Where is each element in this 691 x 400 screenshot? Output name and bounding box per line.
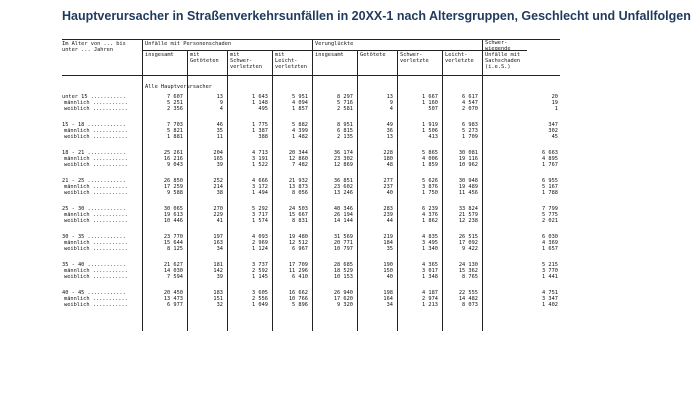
col-rule — [227, 50, 228, 331]
table-cell: 38 — [216, 190, 223, 196]
row-sex-label: männlich ........... — [64, 268, 128, 274]
col-header: Schwer- verletzte — [400, 52, 429, 64]
group-rule — [142, 50, 527, 51]
table-cell: 20 450 — [163, 290, 183, 296]
table-cell: 7 594 — [167, 274, 183, 280]
table-cell: 26 194 — [333, 212, 353, 218]
table-cell: 19 — [551, 100, 558, 106]
table-cell: 4 751 — [542, 290, 558, 296]
table-cell: 36 — [386, 128, 393, 134]
table-cell: 302 — [548, 128, 558, 134]
row-sex-label: männlich ........... — [64, 240, 128, 246]
table-cell: 8 951 — [337, 122, 353, 128]
table-cell: 184 — [383, 240, 393, 246]
table-cell: 1 574 — [252, 218, 268, 224]
table-cell: 23 602 — [333, 184, 353, 190]
table-cell: 214 — [213, 184, 223, 190]
col-rule — [482, 39, 483, 331]
table-cell: 4 365 — [422, 262, 438, 268]
table-cell: 1 441 — [542, 274, 558, 280]
table-cell: 1 387 — [252, 128, 268, 134]
table-cell: 3 172 — [252, 184, 268, 190]
table-cell: 2 356 — [167, 106, 183, 112]
table-cell: 14 030 — [163, 268, 183, 274]
col-rule — [397, 50, 398, 331]
table-cell: 413 — [428, 134, 438, 140]
table-cell: 239 — [383, 212, 393, 218]
row-age-label: 25 - 30 ............ — [62, 206, 126, 212]
table-cell: 1 340 — [422, 246, 438, 252]
table-cell: 5 273 — [462, 128, 478, 134]
table-cell: 8 831 — [292, 218, 308, 224]
row-sex-label: männlich ........... — [64, 296, 128, 302]
table-cell: 31 569 — [333, 234, 353, 240]
table-cell: 17 092 — [458, 240, 478, 246]
header-bottom-rule — [62, 75, 560, 76]
row-sex-label: weiblich ........... — [64, 134, 128, 140]
table-cell: 1 148 — [252, 100, 268, 106]
table-cell: 5 251 — [167, 100, 183, 106]
table-cell: 1 775 — [252, 122, 268, 128]
row-sex-label: weiblich ........... — [64, 162, 128, 168]
table-cell: 7 607 — [167, 94, 183, 100]
col-rule — [187, 50, 188, 331]
table-cell: 3 017 — [422, 268, 438, 274]
table-cell: 150 — [383, 268, 393, 274]
table-cell: 18 529 — [333, 268, 353, 274]
table-cell: 15 667 — [288, 212, 308, 218]
table-cell: 36 174 — [333, 150, 353, 156]
table-cell: 4 369 — [542, 240, 558, 246]
table-cell: 2 070 — [462, 106, 478, 112]
table-cell: 15 644 — [163, 240, 183, 246]
table-cell: 19 489 — [458, 184, 478, 190]
table-cell: 164 — [383, 296, 393, 302]
table-cell: 1 919 — [422, 122, 438, 128]
row-sex-label: weiblich ........... — [64, 302, 128, 308]
table-cell: 6 815 — [337, 128, 353, 134]
header-sachschaden: Schwer- wiegende Unfälle mit Sachschaden (i.e.S.) — [485, 40, 521, 70]
table-cell: 5 626 — [422, 178, 438, 184]
table-cell: 12 860 — [288, 156, 308, 162]
table-cell: 21 932 — [288, 178, 308, 184]
table-cell: 13 — [386, 134, 393, 140]
col-rule — [357, 50, 358, 331]
table-cell: 3 605 — [252, 290, 268, 296]
table-cell: 2 556 — [252, 296, 268, 302]
table-cell: 1 657 — [542, 246, 558, 252]
table-cell: 12 869 — [333, 162, 353, 168]
table-cell: 41 — [216, 218, 223, 224]
table-cell: 9 588 — [167, 190, 183, 196]
table-cell: 7 482 — [292, 162, 308, 168]
table-cell: 4 094 — [292, 100, 308, 106]
table-cell: 16 662 — [288, 290, 308, 296]
table-cell: 6 983 — [462, 122, 478, 128]
table-cell: 13 473 — [163, 296, 183, 302]
table-cell: 277 — [383, 178, 393, 184]
table-cell: 1 506 — [422, 128, 438, 134]
table-cell: 1 522 — [252, 162, 268, 168]
row-age-label: 15 - 18 ............ — [62, 122, 126, 128]
table-cell: 219 — [383, 234, 393, 240]
table-cell: 4 187 — [422, 290, 438, 296]
table-cell: 3 347 — [542, 296, 558, 302]
col-rule — [442, 50, 443, 331]
table-cell: 9 043 — [167, 162, 183, 168]
table-cell: 16 216 — [163, 156, 183, 162]
table-cell: 1 643 — [252, 94, 268, 100]
table-cell: 10 797 — [333, 246, 353, 252]
row-age-label: 35 - 40 ............ — [62, 262, 126, 268]
table-cell: 40 — [386, 190, 393, 196]
row-age-label: 18 - 21 ............ — [62, 150, 126, 156]
col-header: Getötete — [360, 52, 386, 58]
table-cell: 1 859 — [422, 162, 438, 168]
data-table — [62, 39, 560, 331]
table-cell: 11 — [216, 134, 223, 140]
table-cell: 30 081 — [458, 150, 478, 156]
table-cell: 39 — [216, 274, 223, 280]
table-cell: 30 948 — [458, 178, 478, 184]
table-cell: 3 717 — [252, 212, 268, 218]
table-cell: 197 — [213, 234, 223, 240]
row-sex-label: weiblich ........... — [64, 190, 128, 196]
table-cell: 7 703 — [167, 122, 183, 128]
table-cell: 9 422 — [462, 246, 478, 252]
table-cell: 1 124 — [252, 246, 268, 252]
table-cell: 347 — [548, 122, 558, 128]
table-cell: 5 882 — [292, 122, 308, 128]
table-cell: 3 495 — [422, 240, 438, 246]
table-cell: 1 862 — [422, 218, 438, 224]
col-rule — [312, 39, 313, 331]
table-cell: 1 709 — [462, 134, 478, 140]
table-cell: 6 967 — [292, 246, 308, 252]
table-cell: 190 — [383, 262, 393, 268]
table-cell: 8 125 — [167, 246, 183, 252]
table-cell: 7 799 — [542, 206, 558, 212]
col-header: insgesamt — [145, 52, 174, 58]
table-cell: 13 246 — [333, 190, 353, 196]
table-cell: 6 663 — [542, 150, 558, 156]
table-cell: 45 — [551, 134, 558, 140]
table-cell: 49 — [386, 122, 393, 128]
table-cell: 14 482 — [458, 296, 478, 302]
table-cell: 10 153 — [333, 274, 353, 280]
table-cell: 229 — [213, 212, 223, 218]
table-cell: 1 402 — [542, 302, 558, 308]
table-cell: 19 480 — [288, 234, 308, 240]
table-cell: 24 503 — [288, 206, 308, 212]
table-cell: 1 348 — [422, 274, 438, 280]
row-age-label: unter 15 ........... — [62, 94, 126, 100]
table-cell: 22 555 — [458, 290, 478, 296]
row-sex-label: männlich ........... — [64, 128, 128, 134]
table-cell: 1 857 — [292, 106, 308, 112]
table-cell: 204 — [213, 150, 223, 156]
table-cell: 25 261 — [163, 150, 183, 156]
table-cell: 23 302 — [333, 156, 353, 162]
row-age-label: 21 - 25 ............ — [62, 178, 126, 184]
table-cell: 4 — [219, 106, 223, 112]
table-cell: 6 617 — [462, 94, 478, 100]
table-cell: 3 191 — [252, 156, 268, 162]
table-cell: 32 — [216, 302, 223, 308]
table-cell: 1 — [554, 106, 558, 112]
row-sex-label: weiblich ........... — [64, 106, 128, 112]
table-cell: 4 666 — [252, 178, 268, 184]
table-cell: 20 — [551, 94, 558, 100]
table-cell: 4 376 — [422, 212, 438, 218]
table-cell: 23 770 — [163, 234, 183, 240]
col-header: mit Leicht- verletzten — [275, 52, 307, 70]
table-cell: 270 — [213, 206, 223, 212]
table-cell: 165 — [213, 156, 223, 162]
table-cell: 2 021 — [542, 218, 558, 224]
table-cell: 9 320 — [337, 302, 353, 308]
row-age-label: 40 - 45 ............ — [62, 290, 126, 296]
table-cell: 237 — [383, 184, 393, 190]
table-cell: 1 667 — [422, 94, 438, 100]
row-sex-label: weiblich ........... — [64, 218, 128, 224]
table-cell: 40 — [386, 274, 393, 280]
table-cell: 17 709 — [288, 262, 308, 268]
table-cell: 4 547 — [462, 100, 478, 106]
table-cell: 5 215 — [542, 262, 558, 268]
table-cell: 6 955 — [542, 178, 558, 184]
table-cell: 5 716 — [337, 100, 353, 106]
table-cell: 8 765 — [462, 274, 478, 280]
table-cell: 4 399 — [292, 128, 308, 134]
row-sex-label: männlich ........... — [64, 184, 128, 190]
table-cell: 24 130 — [458, 262, 478, 268]
table-cell: 6 410 — [292, 274, 308, 280]
table-cell: 180 — [383, 156, 393, 162]
table-cell: 26 515 — [458, 234, 478, 240]
table-cell: 26 940 — [333, 290, 353, 296]
table-cell: 1 482 — [292, 134, 308, 140]
table-cell: 36 851 — [333, 178, 353, 184]
table-cell: 13 — [216, 94, 223, 100]
table-cell: 4 093 — [252, 234, 268, 240]
table-cell: 2 974 — [422, 296, 438, 302]
row-sex-label: männlich ........... — [64, 100, 128, 106]
row-sex-label: weiblich ........... — [64, 246, 128, 252]
table-cell: 11 456 — [458, 190, 478, 196]
table-cell: 2 592 — [252, 268, 268, 274]
col-rule — [272, 50, 273, 331]
table-cell: 5 896 — [292, 302, 308, 308]
table-cell: 6 030 — [542, 234, 558, 240]
table-cell: 252 — [213, 178, 223, 184]
table-cell: 2 969 — [252, 240, 268, 246]
row-sex-label: männlich ........... — [64, 212, 128, 218]
table-cell: 19 116 — [458, 156, 478, 162]
table-cell: 1 145 — [252, 274, 268, 280]
table-cell: 5 167 — [542, 184, 558, 190]
header-group-unfaelle: Unfälle mit Personenschaden — [145, 41, 232, 47]
table-cell: 6 239 — [422, 206, 438, 212]
table-cell: 507 — [428, 106, 438, 112]
table-cell: 5 821 — [167, 128, 183, 134]
table-cell: 14 144 — [333, 218, 353, 224]
table-cell: 20 344 — [288, 150, 308, 156]
table-cell: 34 — [216, 246, 223, 252]
header-group-verunglueckte: Verunglückte — [315, 41, 354, 47]
table-cell: 21 579 — [458, 212, 478, 218]
table-cell: 283 — [383, 206, 393, 212]
table-cell: 46 — [216, 122, 223, 128]
col-header: Leicht- verletzte — [445, 52, 474, 64]
table-cell: 20 771 — [333, 240, 353, 246]
table-cell: 9 — [219, 100, 223, 106]
table-cell: 21 627 — [163, 262, 183, 268]
table-cell: 2 581 — [337, 106, 353, 112]
table-cell: 2 135 — [337, 134, 353, 140]
row-age-label: 30 - 35 ............ — [62, 234, 126, 240]
stub-header: Im Alter von ... bis unter ... Jahren — [62, 41, 126, 53]
table-cell: 1 750 — [422, 190, 438, 196]
table-cell: 1 049 — [252, 302, 268, 308]
table-cell: 3 876 — [422, 184, 438, 190]
table-cell: 5 775 — [542, 212, 558, 218]
table-cell: 44 — [386, 218, 393, 224]
table-cell: 19 613 — [163, 212, 183, 218]
table-cell: 181 — [213, 262, 223, 268]
table-cell: 17 620 — [333, 296, 353, 302]
table-cell: 163 — [213, 240, 223, 246]
col-header: mit Schwer- verletzten — [230, 52, 262, 70]
table-cell: 5 865 — [422, 150, 438, 156]
table-cell: 388 — [258, 134, 268, 140]
table-cell: 17 259 — [163, 184, 183, 190]
row-sex-label: weiblich ........... — [64, 274, 128, 280]
table-cell: 10 446 — [163, 218, 183, 224]
section-label: Alle Hauptverursacher — [145, 84, 212, 90]
table-cell: 1 788 — [542, 190, 558, 196]
table-cell: 15 362 — [458, 268, 478, 274]
col-header: insgesamt — [315, 52, 344, 58]
table-cell: 495 — [258, 106, 268, 112]
table-cell: 9 — [389, 100, 393, 106]
table-cell: 48 — [386, 162, 393, 168]
table-cell: 1 494 — [252, 190, 268, 196]
table-cell: 1 767 — [542, 162, 558, 168]
table-cell: 4 895 — [542, 156, 558, 162]
table-cell: 35 — [216, 128, 223, 134]
table-cell: 1 160 — [422, 100, 438, 106]
table-cell: 1 213 — [422, 302, 438, 308]
table-cell: 13 — [386, 94, 393, 100]
table-cell: 11 296 — [288, 268, 308, 274]
table-cell: 4 835 — [422, 234, 438, 240]
table-cell: 151 — [213, 296, 223, 302]
col-header: mit Getöteten — [190, 52, 219, 64]
table-cell: 6 977 — [167, 302, 183, 308]
table-cell: 1 881 — [167, 134, 183, 140]
table-cell: 5 951 — [292, 94, 308, 100]
table-cell: 198 — [383, 290, 393, 296]
table-cell: 26 850 — [163, 178, 183, 184]
table-cell: 8 073 — [462, 302, 478, 308]
table-cell: 13 873 — [288, 184, 308, 190]
table-cell: 4 006 — [422, 156, 438, 162]
table-cell: 33 824 — [458, 206, 478, 212]
table-cell: 10 962 — [458, 162, 478, 168]
page-title: Hauptverursacher in Straßenverkehrsunfällen in 20XX-1 nach Altersgruppen, Geschlecht und Unfallfolgen — [62, 9, 691, 23]
table-cell: 3 770 — [542, 268, 558, 274]
row-sex-label: männlich ........... — [64, 156, 128, 162]
table-cell: 4 713 — [252, 150, 268, 156]
table-cell: 34 — [386, 302, 393, 308]
table-cell: 5 292 — [252, 206, 268, 212]
table-cell: 8 056 — [292, 190, 308, 196]
table-cell: 3 737 — [252, 262, 268, 268]
table-cell: 28 685 — [333, 262, 353, 268]
col-rule — [142, 39, 143, 331]
table-cell: 39 — [216, 162, 223, 168]
table-cell: 12 238 — [458, 218, 478, 224]
table-cell: 8 297 — [337, 94, 353, 100]
table-cell: 4 — [389, 106, 393, 112]
table-cell: 10 766 — [288, 296, 308, 302]
table-cell: 228 — [383, 150, 393, 156]
table-cell: 12 512 — [288, 240, 308, 246]
table-cell: 35 — [386, 246, 393, 252]
table-cell: 183 — [213, 290, 223, 296]
table-cell: 40 346 — [333, 206, 353, 212]
table-cell: 30 065 — [163, 206, 183, 212]
table-cell: 142 — [213, 268, 223, 274]
